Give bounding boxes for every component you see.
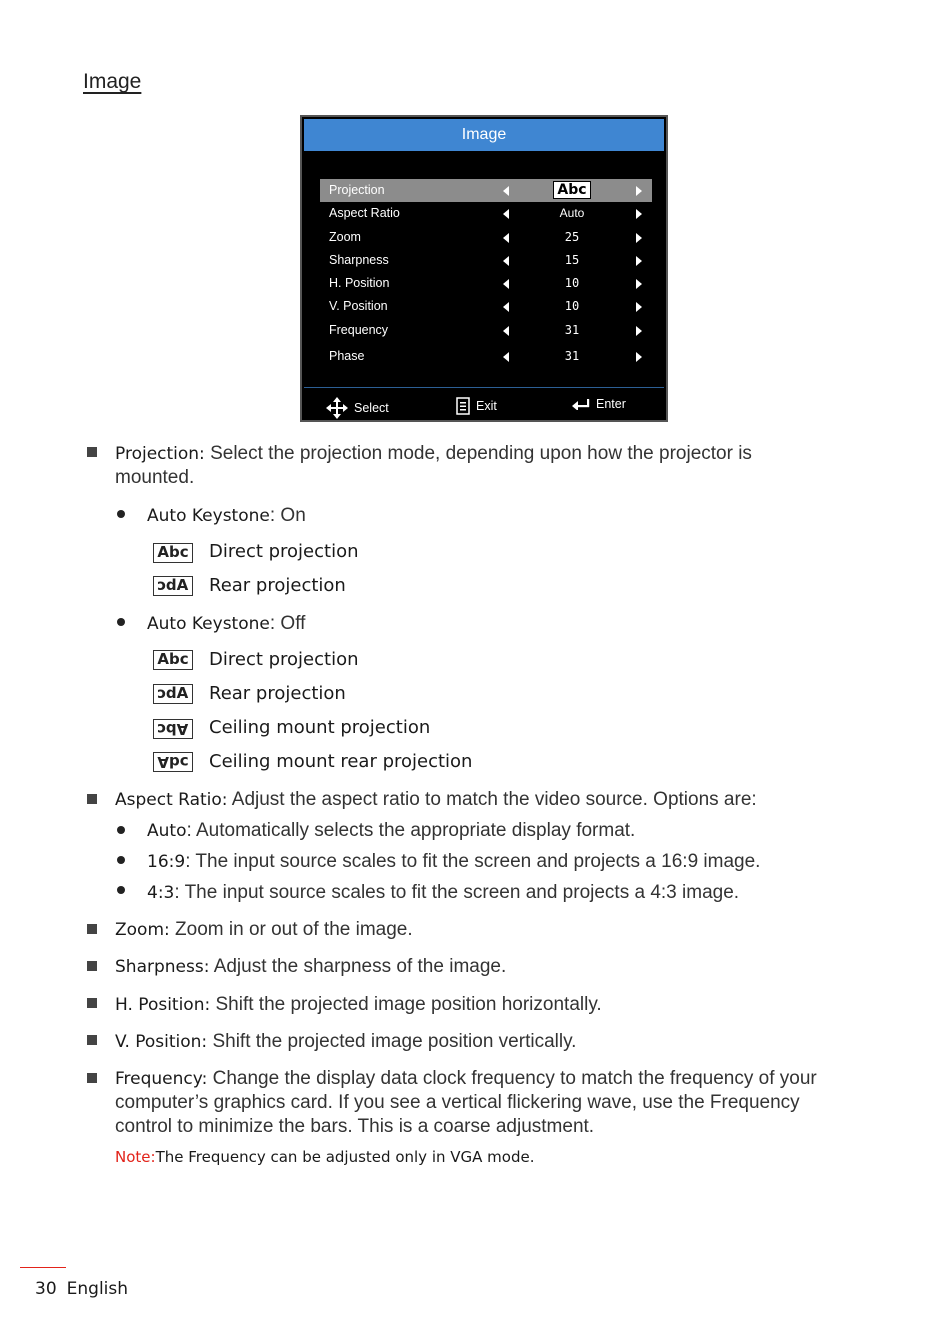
osd-rows bbox=[320, 179, 652, 368]
osd-row-phase[interactable] bbox=[320, 345, 652, 368]
bullet-square bbox=[87, 998, 97, 1008]
osd-row-value: 25 bbox=[564, 229, 580, 244]
bullet-square bbox=[87, 1035, 97, 1045]
right-arrow-icon[interactable] bbox=[636, 256, 642, 266]
osd-footer-enter-label: Enter bbox=[596, 397, 626, 411]
aspect-auto-term: Auto bbox=[147, 821, 187, 841]
osd-row-value: 31 bbox=[564, 322, 580, 337]
sharpness-desc bbox=[115, 955, 506, 979]
osd-row-value: 31 bbox=[564, 349, 580, 364]
ceiling-mount-rear-projection-icon: Abc bbox=[153, 752, 193, 772]
option-label: Rear projection bbox=[209, 683, 346, 704]
hpos-desc bbox=[115, 993, 602, 1017]
frequency-line-3: control to minimize the bars. This is a coarse adjustment. bbox=[115, 1116, 595, 1137]
sharpness-text: Adjust the sharpness of the image. bbox=[213, 956, 507, 977]
osd-row-value: 15 bbox=[564, 252, 580, 267]
aspect-desc bbox=[115, 788, 895, 812]
aspect-16-9-text: : The input source scales to fit the screen and projects a 16:9 image. bbox=[185, 851, 761, 872]
bullet-square bbox=[87, 794, 97, 804]
left-arrow-icon[interactable] bbox=[503, 279, 509, 289]
frequency-line-2: computer’s graphics card. If you see a vertical flickering wave, use the Frequency bbox=[115, 1092, 800, 1113]
bullet-square bbox=[87, 924, 97, 934]
keystone-on-term: Auto Keystone bbox=[147, 506, 270, 526]
osd-row-label: Sharpness bbox=[329, 252, 389, 267]
left-arrow-icon[interactable] bbox=[503, 209, 509, 219]
osd-row-zoom[interactable] bbox=[320, 226, 652, 249]
right-arrow-icon[interactable] bbox=[636, 209, 642, 219]
zoom-text: Zoom in or out of the image. bbox=[175, 919, 413, 940]
osd-row-label: Aspect Ratio bbox=[329, 206, 400, 221]
osd-row-label: V. Position bbox=[329, 299, 388, 314]
aspect-16-9 bbox=[147, 850, 907, 874]
bullet-dot bbox=[117, 618, 125, 626]
menu-icon bbox=[456, 397, 470, 415]
osd-footer-select-label: Select bbox=[354, 401, 389, 415]
left-arrow-icon[interactable] bbox=[503, 186, 509, 196]
osd-row-h-position[interactable] bbox=[320, 272, 652, 295]
bullet-square bbox=[87, 447, 97, 457]
osd-row-projection[interactable] bbox=[320, 179, 652, 202]
aspect-term: Aspect Ratio: bbox=[115, 790, 228, 810]
frequency-desc bbox=[115, 1067, 905, 1139]
osd-row-label: Frequency bbox=[329, 322, 389, 337]
keystone-off-term: Auto Keystone bbox=[147, 614, 270, 634]
osd-menu bbox=[300, 115, 668, 422]
hpos-text: Shift the projected image position horizontally. bbox=[215, 994, 602, 1015]
right-arrow-icon[interactable] bbox=[636, 352, 642, 362]
osd-footer-exit bbox=[456, 397, 497, 415]
projection-term: Projection: bbox=[115, 444, 205, 464]
option-label: Direct projection bbox=[209, 541, 359, 562]
vpos-desc bbox=[115, 1030, 576, 1054]
aspect-auto bbox=[147, 819, 907, 843]
osd-projection-value: Abc bbox=[553, 181, 591, 199]
osd-row-label: Projection bbox=[329, 183, 385, 197]
osd-row-v-position[interactable] bbox=[320, 295, 652, 318]
aspect-4-3-text: : The input source scales to fit the screen and projects a 4:3 image. bbox=[174, 882, 740, 903]
note-text: The Frequency can be adjusted only in VGA mode. bbox=[155, 1148, 535, 1166]
aspect-auto-text: : Automatically selects the appropriate display format. bbox=[186, 820, 636, 841]
osd-row-value: 10 bbox=[564, 276, 580, 291]
osd-footer-exit-label: Exit bbox=[476, 399, 497, 413]
right-arrow-icon[interactable] bbox=[636, 326, 642, 336]
keystone-on bbox=[147, 504, 306, 528]
note-label: Note: bbox=[115, 1148, 156, 1166]
option-label: Ceiling mount rear projection bbox=[209, 751, 473, 772]
bullet-dot bbox=[117, 826, 125, 834]
aspect-4-3-term: 4:3 bbox=[147, 883, 175, 903]
left-arrow-icon[interactable] bbox=[503, 326, 509, 336]
osd-row-value: Auto bbox=[559, 206, 585, 221]
bullet-dot bbox=[117, 856, 125, 864]
keystone-off-text: : Off bbox=[269, 613, 306, 634]
option-label: Rear projection bbox=[209, 575, 346, 596]
left-arrow-icon[interactable] bbox=[503, 256, 509, 266]
osd-row-label: Phase bbox=[329, 349, 365, 364]
page-footer bbox=[35, 1279, 128, 1299]
rear-projection-icon: Abc bbox=[153, 684, 193, 704]
right-arrow-icon[interactable] bbox=[636, 186, 642, 196]
osd-footer-enter bbox=[572, 397, 626, 411]
left-arrow-icon[interactable] bbox=[503, 233, 509, 243]
hpos-term: H. Position: bbox=[115, 995, 211, 1015]
osd-footer bbox=[304, 387, 664, 421]
projection-text: Select the projection mode, depending upon how the projector is mounted. bbox=[115, 443, 752, 488]
frequency-line-1: Change the display data clock frequency to match the frequency of your bbox=[212, 1068, 817, 1089]
projection-desc bbox=[115, 442, 835, 490]
osd-row-label: H. Position bbox=[329, 276, 390, 291]
note bbox=[115, 1148, 534, 1166]
direct-projection-icon: Abc bbox=[153, 543, 193, 563]
right-arrow-icon[interactable] bbox=[636, 302, 642, 312]
rear-projection-icon: Abc bbox=[153, 576, 193, 596]
right-arrow-icon[interactable] bbox=[636, 279, 642, 289]
bullet-square bbox=[87, 961, 97, 971]
osd-title: Image bbox=[304, 119, 664, 151]
osd-row-label: Zoom bbox=[329, 229, 361, 244]
vpos-term: V. Position: bbox=[115, 1032, 208, 1052]
direct-projection-icon: Abc bbox=[153, 650, 193, 670]
footer-rule bbox=[20, 1267, 66, 1268]
keystone-off bbox=[147, 612, 305, 636]
left-arrow-icon[interactable] bbox=[503, 302, 509, 312]
aspect-16-9-term: 16:9 bbox=[147, 852, 186, 872]
enter-icon bbox=[572, 398, 590, 410]
bullet-dot bbox=[117, 510, 125, 518]
page-number: 30 bbox=[35, 1279, 57, 1299]
zoom-term: Zoom: bbox=[115, 920, 170, 940]
vpos-text: Shift the projected image position vertically. bbox=[212, 1031, 577, 1052]
aspect-text: Adjust the aspect ratio to match the video source. Options are: bbox=[231, 789, 757, 810]
left-arrow-icon[interactable] bbox=[503, 352, 509, 362]
four-way-arrow-icon bbox=[326, 397, 348, 419]
osd-row-sharpness[interactable] bbox=[320, 249, 652, 272]
bullet-dot bbox=[117, 886, 125, 894]
section-title: Image bbox=[83, 70, 142, 93]
footer-language: English bbox=[66, 1279, 129, 1299]
aspect-4-3 bbox=[147, 881, 907, 905]
osd-row-aspect-ratio[interactable] bbox=[320, 202, 652, 225]
osd-row-value: 10 bbox=[564, 299, 580, 314]
ceiling-mount-projection-icon: Abc bbox=[153, 719, 193, 739]
right-arrow-icon[interactable] bbox=[636, 233, 642, 243]
option-label: Direct projection bbox=[209, 649, 359, 670]
osd-footer-select bbox=[326, 397, 389, 419]
zoom-desc bbox=[115, 918, 413, 942]
bullet-square bbox=[87, 1073, 97, 1083]
option-label: Ceiling mount projection bbox=[209, 717, 431, 738]
keystone-on-text: : On bbox=[269, 505, 306, 526]
sharpness-term: Sharpness: bbox=[115, 957, 210, 977]
frequency-term: Frequency: bbox=[115, 1069, 208, 1089]
osd-row-frequency[interactable] bbox=[320, 319, 652, 342]
